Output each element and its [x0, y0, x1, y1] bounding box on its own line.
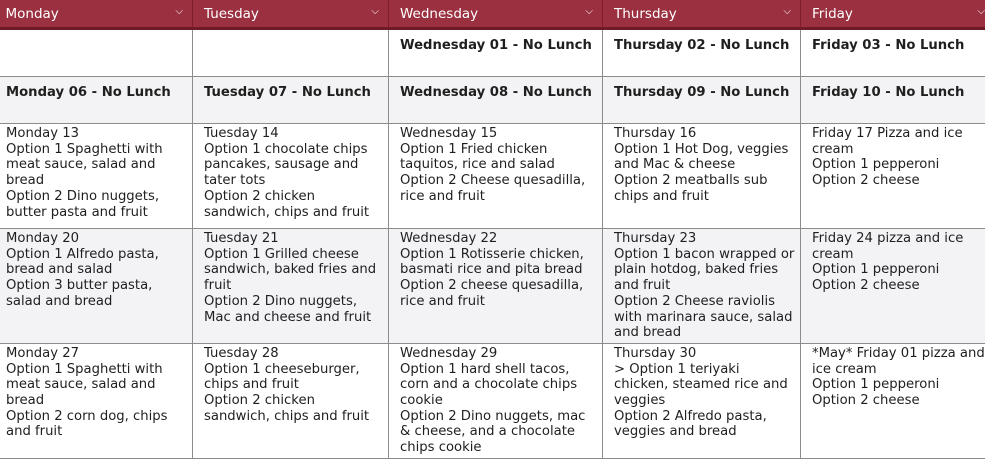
cell-line: Thursday 09 - No Lunch	[614, 85, 795, 101]
table-cell[interactable]	[603, 77, 801, 124]
cell-line: Option 2 cheese	[812, 278, 985, 294]
cell-line: Thursday 02 - No Lunch	[614, 38, 795, 54]
table-cell[interactable]	[801, 124, 985, 229]
cell-line: Option 1 Spaghetti with meat sauce, salad and bread	[6, 142, 187, 189]
table-cell[interactable]	[0, 343, 193, 458]
cell-line: Friday 03 - No Lunch	[812, 38, 985, 54]
cell-line: Option 2 Alfredo pasta, veggies and bread	[614, 409, 795, 440]
cell-line: Monday 13	[6, 126, 187, 142]
table-cell[interactable]	[193, 229, 389, 344]
cell-line: Tuesday 07 - No Lunch	[204, 85, 383, 101]
chevron-down-icon[interactable]: ⌵	[175, 6, 183, 17]
column-header-label: Wednesday	[400, 6, 478, 22]
cell-line: Wednesday 08 - No Lunch	[400, 85, 597, 101]
table-cell[interactable]	[389, 229, 603, 344]
column-header-label: Friday	[812, 6, 853, 22]
table-cell[interactable]	[603, 124, 801, 229]
cell-line: Option 2 chicken sandwich, chips and fruit	[204, 189, 383, 220]
cell-line: Option 1 Grilled cheese sandwich, baked fries and fruit	[204, 247, 383, 294]
cell-line: Wednesday 29	[400, 346, 597, 362]
cell-line: Option 1 pepperoni	[812, 262, 985, 278]
table-cell[interactable]	[0, 29, 193, 77]
chevron-down-icon[interactable]: ⌵	[371, 6, 379, 17]
cell-line: Monday 20	[6, 231, 187, 247]
table-cell[interactable]	[193, 77, 389, 124]
cell-line: Option 1 chocolate chips pancakes, sausage and tater tots	[204, 142, 383, 189]
cell-line: Option 2 Cheese quesadilla, rice and fruit	[400, 173, 597, 204]
cell-line: Option 1 pepperoni	[812, 157, 985, 173]
table-row	[0, 343, 985, 458]
cell-line: Thursday 16	[614, 126, 795, 142]
column-header-wednesday[interactable]	[389, 0, 603, 29]
cell-line: Option 2 Dino nuggets, butter pasta and fruit	[6, 189, 187, 220]
column-header-label: Tuesday	[204, 6, 259, 22]
header-row	[0, 0, 985, 29]
table-cell[interactable]	[389, 77, 603, 124]
cell-line: Option 2 meatballs sub chips and fruit	[614, 173, 795, 204]
cell-line: Option 1 Fried chicken taquitos, rice and salad	[400, 142, 597, 173]
column-header-thursday[interactable]	[603, 0, 801, 29]
cell-line: > Option 1 teriyaki chicken, steamed rice and veggies	[614, 362, 795, 409]
table-row	[0, 77, 985, 124]
table-row	[0, 124, 985, 229]
chevron-down-icon[interactable]: ⌵	[977, 6, 985, 17]
cell-line: Option 2 chicken sandwich, chips and fruit	[204, 393, 383, 424]
cell-line: Option 2 cheese	[812, 173, 985, 189]
cell-line: Option 2 Dino nuggets, mac & cheese, and a chocolate chips cookie	[400, 409, 597, 456]
cell-line: *May* Friday 01 pizza and ice cream	[812, 346, 985, 377]
table-row	[0, 29, 985, 77]
column-header-label: Monday	[6, 6, 59, 22]
table-cell[interactable]	[0, 77, 193, 124]
cell-line: Thursday 30	[614, 346, 795, 362]
table-cell[interactable]	[193, 29, 389, 77]
cell-line: Option 1 Alfredo pasta, bread and salad	[6, 247, 187, 278]
table-cell[interactable]	[389, 124, 603, 229]
cell-line: Option 1 bacon wrapped or plain hotdog, baked fries and fruit	[614, 247, 795, 294]
table-cell[interactable]	[603, 343, 801, 458]
cell-line: Friday 10 - No Lunch	[812, 85, 985, 101]
cell-line: Option 1 cheeseburger, chips and fruit	[204, 362, 383, 393]
cell-line: Option 3 butter pasta, salad and bread	[6, 278, 187, 309]
cell-line: Option 2 cheese	[812, 393, 985, 409]
cell-line: Thursday 23	[614, 231, 795, 247]
table-cell[interactable]	[801, 29, 985, 77]
table-cell[interactable]	[801, 229, 985, 344]
table-cell[interactable]	[389, 29, 603, 77]
cell-line: Monday 27	[6, 346, 187, 362]
column-header-tuesday[interactable]	[193, 0, 389, 29]
cell-line: Option 1 hard shell tacos, corn and a chocolate chips cookie	[400, 362, 597, 409]
cell-line: Tuesday 14	[204, 126, 383, 142]
table-cell[interactable]	[801, 343, 985, 458]
chevron-down-icon[interactable]: ⌵	[783, 6, 791, 17]
table-cell[interactable]	[801, 77, 985, 124]
cell-line: Option 2 cheese quesadilla, rice and fruit	[400, 278, 597, 309]
cell-line: Wednesday 01 - No Lunch	[400, 38, 597, 54]
cell-line: Option 1 Hot Dog, veggies and Mac & cheese	[614, 142, 795, 173]
table-row	[0, 229, 985, 344]
cell-line: Option 1 Rotisserie chicken, basmati rice and pita bread	[400, 247, 597, 278]
table-cell[interactable]	[193, 343, 389, 458]
cell-line: Option 1 pepperoni	[812, 377, 985, 393]
cell-line: Tuesday 21	[204, 231, 383, 247]
column-header-friday[interactable]	[801, 0, 985, 29]
cell-line: Tuesday 28	[204, 346, 383, 362]
cell-line: Option 2 Cheese raviolis with marinara sauce, salad and bread	[614, 294, 795, 341]
cell-line: Option 1 Spaghetti with meat sauce, salad and bread	[6, 362, 187, 409]
table-cell[interactable]	[603, 229, 801, 344]
column-header-monday[interactable]	[0, 0, 193, 29]
chevron-down-icon[interactable]: ⌵	[585, 6, 593, 17]
cell-line: Wednesday 15	[400, 126, 597, 142]
cell-line: Friday 17 Pizza and ice cream	[812, 126, 985, 157]
table-cell[interactable]	[193, 124, 389, 229]
cell-line: Wednesday 22	[400, 231, 597, 247]
table-cell[interactable]	[603, 29, 801, 77]
cell-line: Friday 24 pizza and ice cream	[812, 231, 985, 262]
cell-line: Option 2 Dino nuggets, Mac and cheese and fruit	[204, 294, 383, 325]
table-cell[interactable]	[0, 229, 193, 344]
cell-line: Monday 06 - No Lunch	[6, 85, 187, 101]
table-cell[interactable]	[389, 343, 603, 458]
cell-line: Option 2 corn dog, chips and fruit	[6, 409, 187, 440]
table-cell[interactable]	[0, 124, 193, 229]
column-header-label: Thursday	[614, 6, 677, 22]
